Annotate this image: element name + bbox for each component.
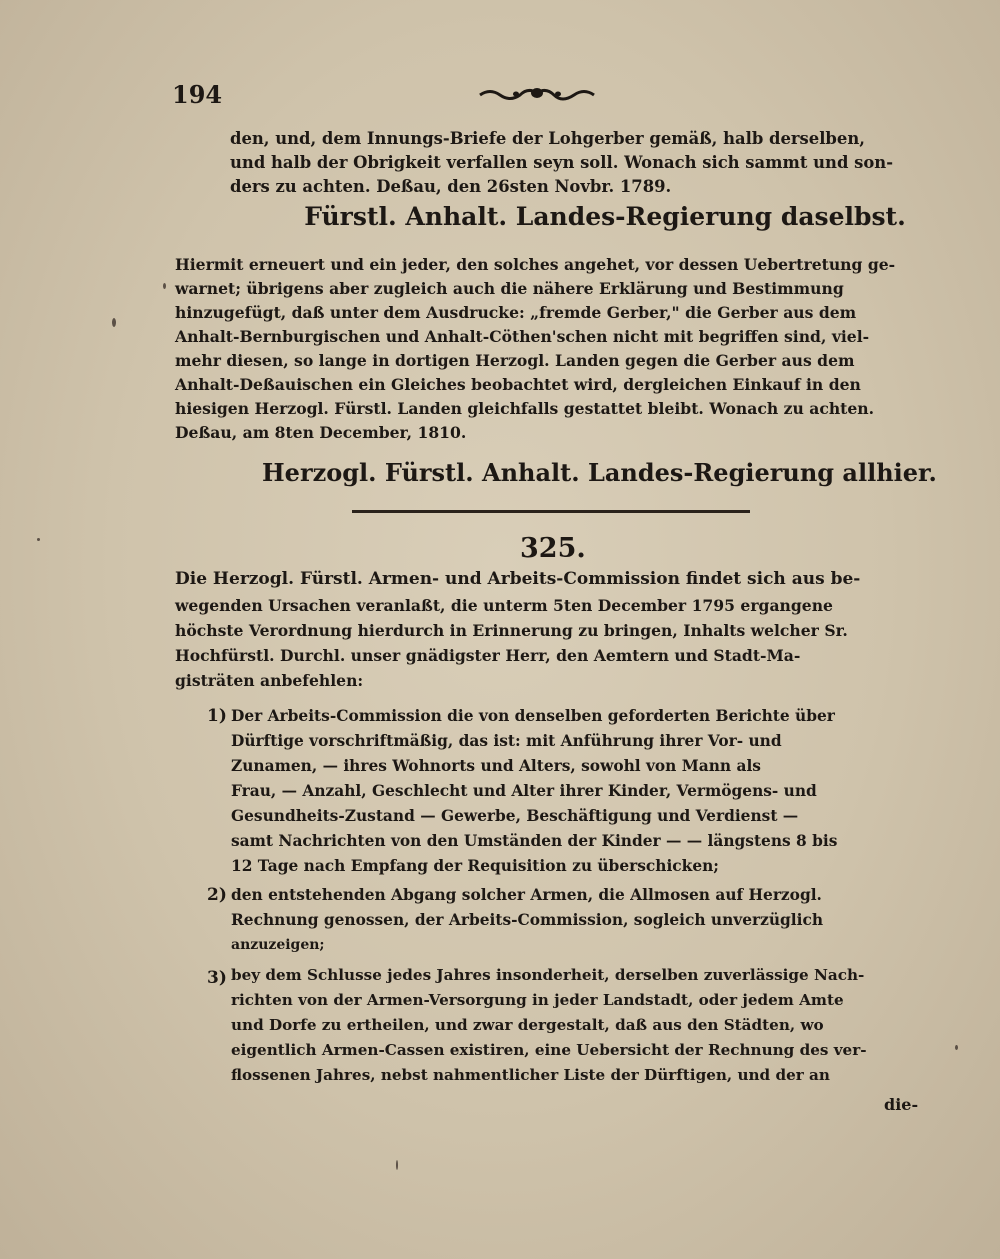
text-line: richten von der Armen-Versorgung in jeder Landstadt, oder jedem Amte (231, 991, 844, 1009)
paper-speck (163, 283, 166, 289)
text-line: Zunamen, — ihres Wohnorts und Alters, sowohl von Mann als (231, 757, 761, 775)
text-line: und halb der Obrigkeit verfallen seyn soll. Wonach sich sammt und son- (230, 153, 893, 172)
page-number: 194 (172, 80, 223, 109)
item-2-text (231, 883, 921, 958)
text-line: Gesundheits-Zustand — Gewerbe, Beschäftigung und Verdienst — (231, 807, 799, 825)
second-paragraph (175, 253, 920, 445)
text-line: wegenden Ursachen veranlaßt, die unterm 5ten December 1795 ergangene (175, 596, 833, 615)
section-number: 325. (520, 533, 586, 564)
text-line: Anhalt-Bernburgischen und Anhalt-Cöthen'schen nicht mit begriffen sind, viel- (175, 327, 870, 346)
text-line: Die Herzogl. Fürstl. Armen- und Arbeits-Commission findet sich aus be- (175, 569, 861, 589)
text-line: mehr diesen, so lange in dortigen Herzogl. Landen gegen die Gerber aus dem (175, 351, 855, 370)
text-line: anzuzeigen; (231, 937, 325, 953)
text-line: hinzugefügt, daß unter dem Ausdrucke: „fremde Gerber," die Gerber aus dem (175, 303, 857, 322)
paper-speck (112, 318, 116, 327)
text-line: Hochfürstl. Durchl. unser gnädigster Herr, den Aemtern und Stadt-Ma- (175, 646, 801, 665)
text-line: eigentlich Armen-Cassen existiren, eine Uebersicht der Rechnung des ver- (231, 1041, 867, 1059)
text-line: den entstehenden Abgang solcher Armen, die Allmosen auf Herzogl. (231, 886, 822, 904)
text-line: flossenen Jahres, nebst nahmentlicher Liste der Dürftigen, und der an (231, 1066, 830, 1084)
item-3-marker: 3) (207, 968, 227, 988)
text-line: samt Nachrichten von den Umständen der Kinder — — längstens 8 bis (231, 832, 838, 850)
paper-speck (37, 538, 40, 541)
text-line: Anhalt-Deßauischen ein Gleiches beobachtet wird, dergleichen Einkauf in den (175, 375, 861, 394)
text-line: hiesigen Herzogl. Fürstl. Landen gleichfalls gestattet bleibt. Wonach zu achten. (175, 399, 875, 418)
text-line: ders zu achten. Deßau, den 26sten Novbr. 1789. (230, 177, 672, 196)
text-line: warnet; übrigens aber zugleich auch die nähere Erklärung und Bestimmung (175, 279, 844, 298)
signature-landes-regierung-daselbst: Fürstl. Anhalt. Landes-Regierung daselbst. (304, 202, 906, 231)
text-line: Deßau, am 8ten December, 1810. (175, 423, 467, 442)
text-line: und Dorfe zu ertheilen, und zwar dergestalt, daß aus den Städten, wo (231, 1016, 824, 1034)
text-line: Der Arbeits-Commission die von denselben geforderten Berichte über (231, 707, 835, 725)
section-divider (352, 510, 750, 513)
top-paragraph (230, 127, 920, 199)
text-line: gisträten anbefehlen: (175, 671, 364, 690)
item-1-text (231, 704, 921, 879)
text-line: Dürftige vorschriftmäßig, das ist: mit Anführung ihrer Vor- und (231, 732, 782, 750)
header-ornament (478, 84, 596, 102)
text-line: den, und, dem Innungs-Briefe der Lohgerber gemäß, halb derselben, (230, 129, 865, 148)
text-line: Frau, — Anzahl, Geschlecht und Alter ihrer Kinder, Vermögens- und (231, 782, 817, 800)
text-line: Rechnung genossen, der Arbeits-Commission, sogleich unverzüglich (231, 911, 824, 929)
item-1-marker: 1) (207, 706, 227, 726)
catchword: die- (884, 1095, 919, 1114)
intro-paragraph (175, 566, 920, 693)
item-2-marker: 2) (207, 885, 227, 905)
paper-speck (955, 1045, 958, 1050)
text-line: höchste Verordnung hierdurch in Erinnerung zu bringen, Inhalts welcher Sr. (175, 621, 848, 640)
text-line: Hiermit erneuert und ein jeder, den solches angehet, vor dessen Uebertretung ge- (175, 255, 896, 274)
paper-speck (396, 1160, 398, 1170)
item-3-text (231, 963, 921, 1088)
signature-landes-regierung-allhier: Herzogl. Fürstl. Anhalt. Landes-Regierung allhier. (262, 458, 937, 487)
text-line: bey dem Schlusse jedes Jahres insonderheit, derselben zuverlässige Nach- (231, 966, 865, 984)
text-line: 12 Tage nach Empfang der Requisition zu überschicken; (231, 857, 719, 875)
